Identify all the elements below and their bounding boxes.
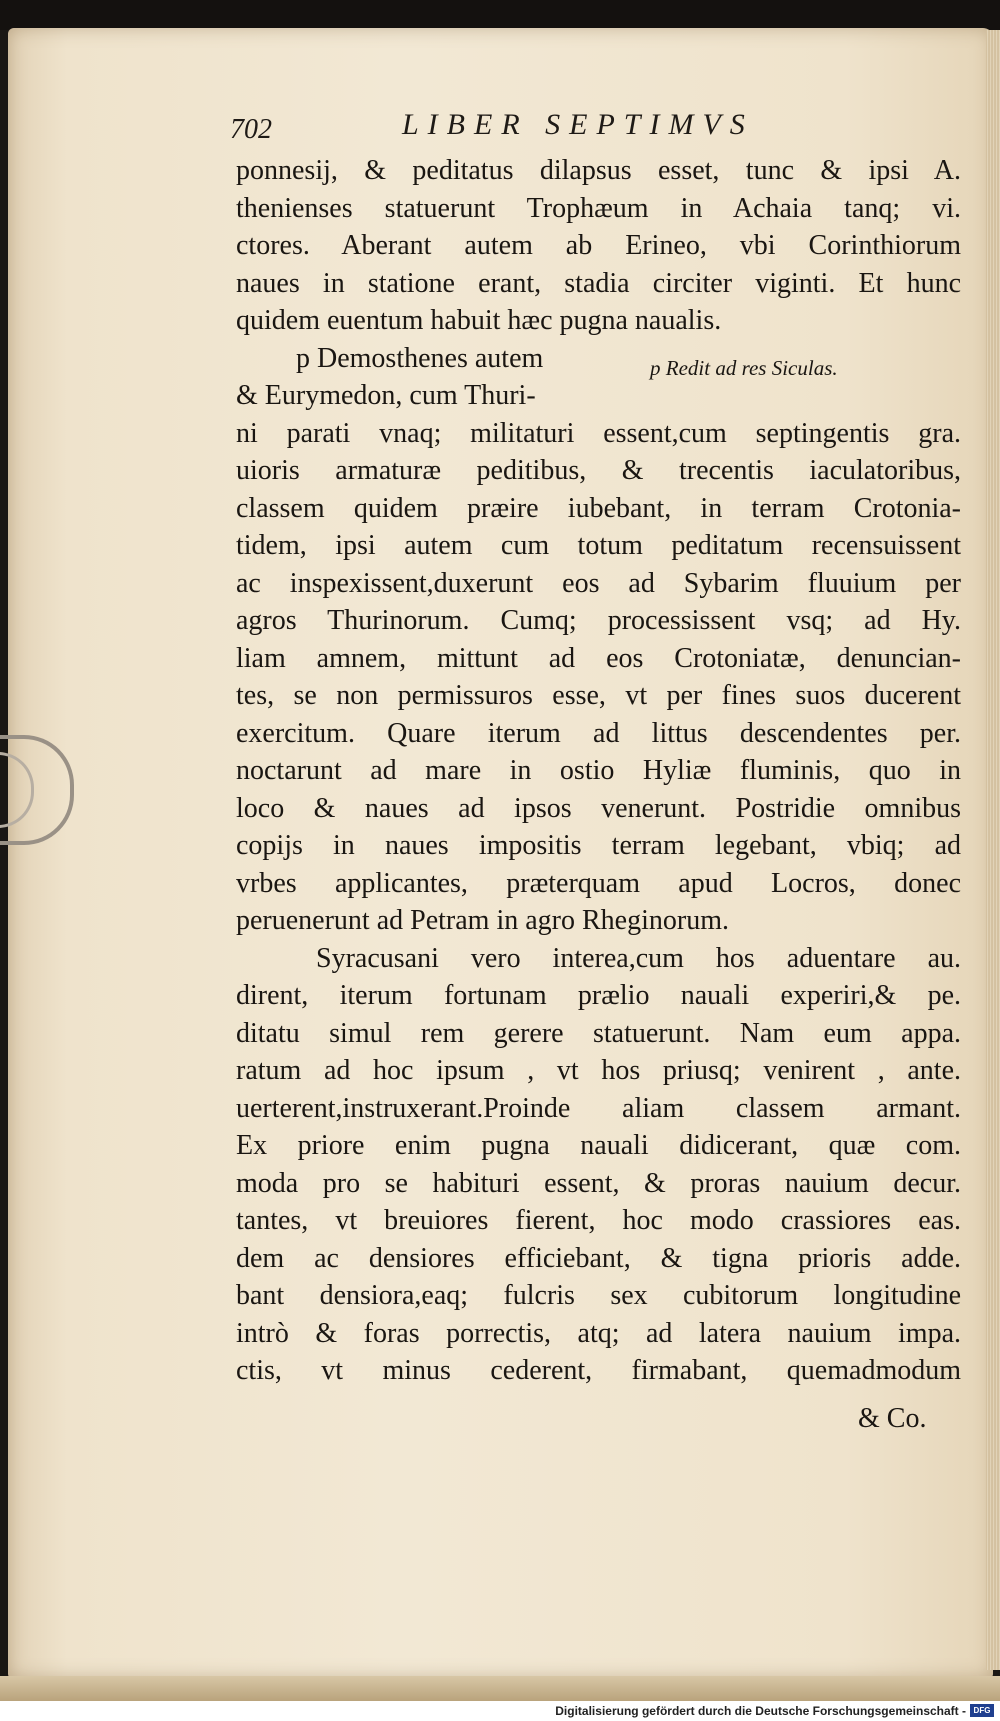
text-line: ratum ad hoc ipsum , vt hos priusq; venirent , ante. <box>236 1055 961 1086</box>
text-line: classem quidem præire iubebant, in terram Crotonia- <box>236 492 961 524</box>
text-line: loco & naues ad ipsos venerunt. Postridie omnibus <box>236 792 961 824</box>
text-line: bant densiora,eaq; fulcris sex cubitorum longitudine <box>236 1280 961 1311</box>
text-line: agros Thurinorum. Cumq; processissent vsq; ad Hy. <box>236 605 961 636</box>
page-number: 702 <box>230 114 272 145</box>
text-line: liam amnem, mittunt ad eos Crotoniatæ, denuncian- <box>236 642 961 674</box>
body-text <box>236 152 961 1390</box>
text-line: copijs in naues impositis terram legebant, vbiq; ad <box>236 830 961 861</box>
text-line: ponnesij, & peditatus dilapsus esset, tunc & ipsi A. <box>236 155 961 186</box>
running-title: LIBER SEPTIMVS <box>402 108 754 141</box>
text-line: intrò & foras porrectis, atq; ad latera nauium impa. <box>236 1317 961 1349</box>
text-line: exercitum. Quare iterum ad littus descendentes per. <box>236 717 961 749</box>
footer-credit: Digitalisierung gefördert durch die Deutsche Forschungsgemeinschaft - <box>555 1704 966 1718</box>
text-line: tes, se non permissuros esse, vt per fines suos ducerent <box>236 680 961 711</box>
text-line: tidem, ipsi autem cum totum peditatum recensuissent <box>236 530 961 561</box>
text-line: ac inspexissent,duxerunt eos ad Sybarim fluuium per <box>236 567 961 599</box>
page-bottom-edge <box>0 1676 1000 1701</box>
text-line: moda pro se habituri essent, & proras nauium decur. <box>236 1167 961 1199</box>
text-line: dem ac densiores efficiebant, & tigna prioris adde. <box>236 1242 961 1274</box>
text-line: ctis, vt minus cederent, firmabant, quemadmodum <box>236 1355 961 1386</box>
text-line: quidem euentum habuit hæc pugna naualis. <box>236 305 722 336</box>
text-line: Syracusani vero interea,cum hos aduentare au. <box>316 942 961 974</box>
text-line: naues in statione erant, stadia circiter viginti. Et hunc <box>236 267 961 299</box>
text-line: tantes, vt breuiores fierent, hoc modo crassiores eas. <box>236 1205 961 1236</box>
text-line: noctarunt ad mare in ostio Hyliæ fluminis, quo in <box>236 755 961 786</box>
page-edge <box>986 30 1000 1670</box>
text-line: ditatu simul rem gerere statuerunt. Nam eum appa. <box>236 1017 961 1049</box>
text-line: thenienses statuerunt Trophæum in Achaia tanq; vi. <box>236 192 961 224</box>
text-line: ctores. Aberant autem ab Erineo, vbi Corinthiorum <box>236 230 961 261</box>
text-line: peruenerunt ad Petram in agro Rheginorum. <box>236 905 729 936</box>
text-line: Ex priore enim pugna nauali didicerant, quæ com. <box>236 1130 961 1161</box>
text-line: uioris armaturæ peditibus, & trecentis iaculatoribus, <box>236 455 961 486</box>
text-line: vrbes applicantes, præterquam apud Locros, donec <box>236 867 961 899</box>
page-header <box>230 108 930 148</box>
margin-note: p Redit ad res Siculas. <box>650 356 838 380</box>
scan-background <box>0 0 1000 30</box>
text-line: p Demosthenes autem <box>296 342 544 374</box>
dfg-logo: DFG <box>970 1704 994 1717</box>
text-line: & Eurymedon, cum Thuri- <box>236 380 536 411</box>
catchword: & Co. <box>858 1403 927 1434</box>
text-line: uerterent,instruxerant.Proinde aliam classem armant. <box>236 1092 961 1124</box>
footer-bar <box>0 1701 1000 1721</box>
text-line: dirent, iterum fortunam prælio nauali experiri,& pe. <box>236 980 961 1011</box>
text-line: ni parati vnaq; militaturi essent,cum septingentis gra. <box>236 417 961 449</box>
